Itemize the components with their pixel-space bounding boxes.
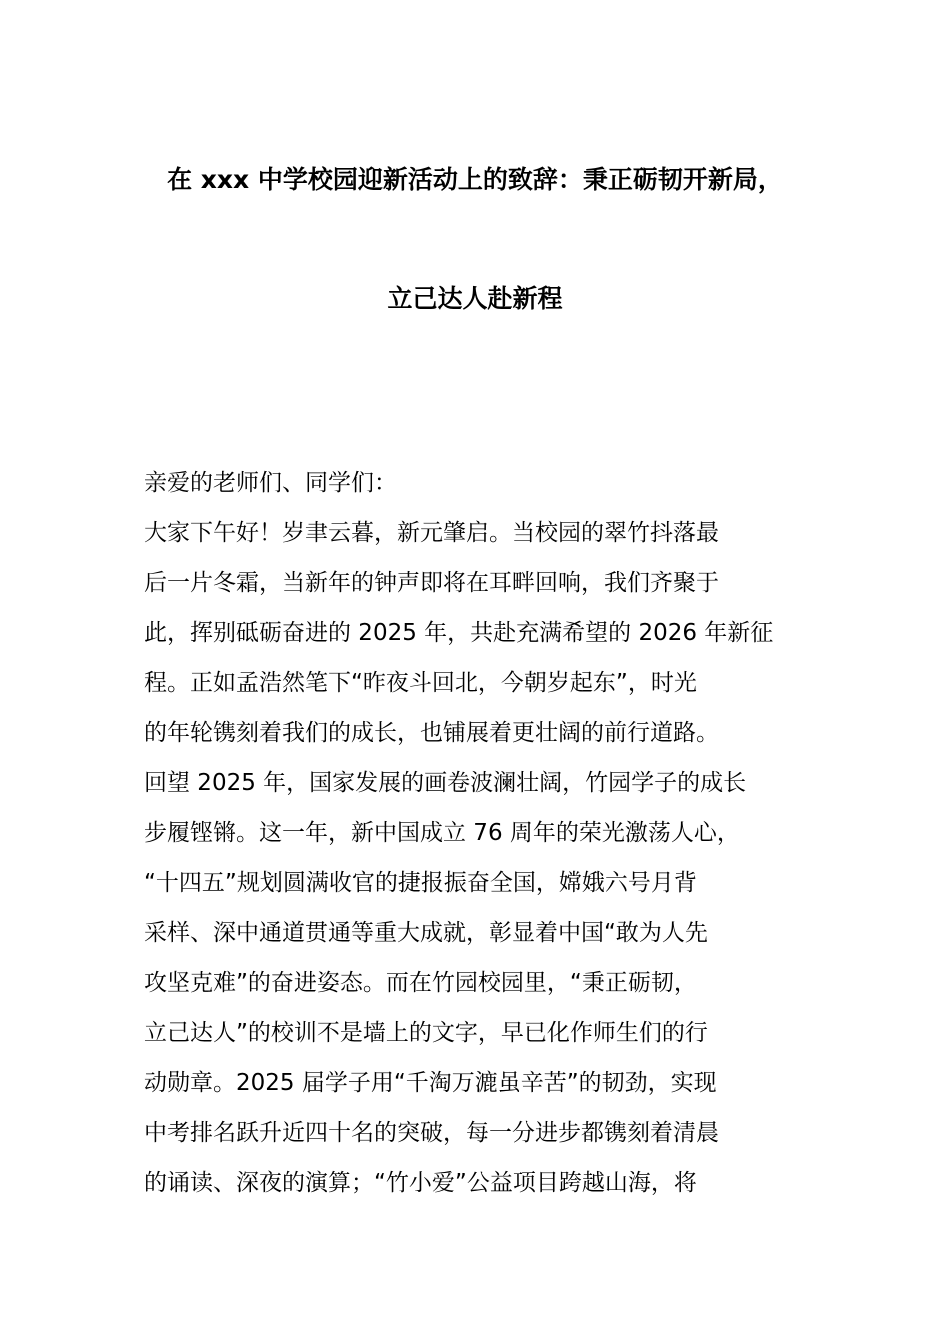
body-line: 步履铿锵。这一年，新中国成立 76 周年的荣光激荡人心，: [144, 820, 740, 846]
body-line: 动勋章。2025 届学子用“千淘万漉虽辛苦”的韧劲，实现: [144, 1070, 717, 1096]
body-line: 后一片冬霜，当新年的钟声即将在耳畔回响，我们齐聚于: [144, 570, 719, 596]
document-title-line-1: 在 xxx 中学校园迎新活动上的致辞：秉正砺韧开新局，: [167, 165, 783, 194]
document-body: [144, 458, 816, 1208]
body-line: 立己达人”的校训不是墙上的文字，早已化作师生们的行: [144, 1020, 708, 1046]
document-title-line-2: 立己达人赴新程: [387, 284, 563, 313]
body-line: 攻坚克难”的奋进姿态。而在竹园校园里，“秉正砺韧，: [144, 970, 697, 996]
body-line: 此，挥别砥砺奋进的 2025 年，共赴充满希望的 2026 年新征: [144, 620, 774, 646]
body-line: “十四五”规划圆满收官的捷报振奋全国，嫦娥六号月背: [144, 870, 697, 896]
body-line: 中考排名跃升近四十名的突破，每一分进步都镌刻着清晨: [144, 1120, 719, 1146]
body-line: 回望 2025 年，国家发展的画卷波澜壮阔，竹园学子的成长: [144, 770, 747, 796]
body-line: 的年轮镌刻着我们的成长，也铺展着更壮阔的前行道路。: [144, 720, 719, 746]
body-line: 采样、深中通道贯通等重大成就，彰显着中国“敢为人先: [144, 920, 708, 946]
salutation: 亲爱的老师们、同学们：: [144, 470, 397, 496]
body-line: 大家下午好！岁聿云暮，新元肇启。当校园的翠竹抖落最: [144, 520, 719, 546]
body-line: 的诵读、深夜的演算；“竹小爱”公益项目跨越山海，将: [144, 1170, 697, 1196]
body-line: 程。正如孟浩然笔下“昨夜斗回北，今朝岁起东”，时光: [144, 670, 697, 696]
